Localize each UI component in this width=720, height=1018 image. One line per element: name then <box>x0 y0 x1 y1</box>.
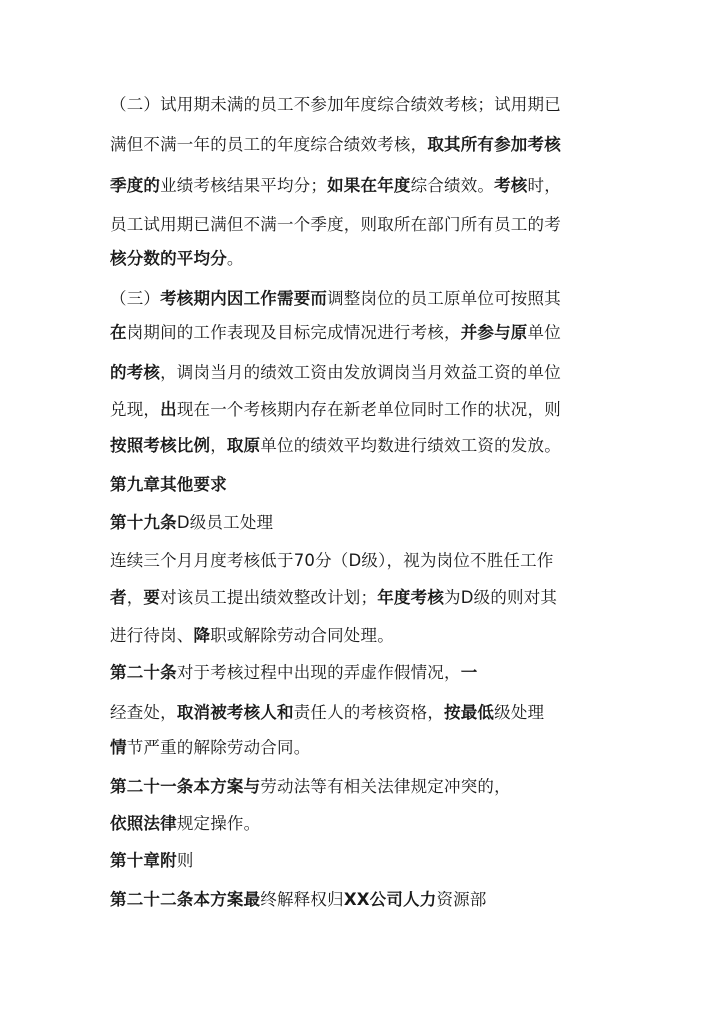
text-run: 业绩考核结果平均分； <box>160 176 328 195</box>
text-line <box>110 361 600 385</box>
text-run: 劳动法等有相关法律规定冲突的， <box>260 777 511 796</box>
bold-text-run: 考核期内因工作需要而 <box>160 289 328 308</box>
bold-text-run: 要 <box>143 588 161 607</box>
text-run: 综合绩效。 <box>410 176 495 195</box>
text-line <box>110 213 600 237</box>
bold-text-run: 并参与原 <box>460 323 528 342</box>
bold-text-run: 一 <box>460 663 478 682</box>
text-run: 员工试用期已满但不满一个季度，则取所在部门所有员工的考 <box>110 215 561 234</box>
article-heading <box>110 511 600 535</box>
text-line <box>110 549 600 573</box>
text-run: ， <box>126 588 144 607</box>
text-run: 资源部 <box>436 890 487 909</box>
text-run: 单位的绩效平均数进行绩效工资的发放。 <box>260 436 561 455</box>
bold-text-run: 取其所有参加考核 <box>427 135 561 154</box>
text-run: 。 <box>226 249 244 268</box>
text-run: 职或解除劳动合同处理。 <box>210 626 394 645</box>
article-heading <box>110 888 600 912</box>
text-run: 则 <box>176 851 194 870</box>
bold-text-run: 降 <box>193 626 211 645</box>
text-line <box>110 701 600 725</box>
text-run: 单位 <box>527 323 561 342</box>
text-line <box>110 624 600 648</box>
text-line <box>110 321 600 345</box>
bold-text-run: 情 <box>110 738 127 757</box>
text-run: （二）试用期未满的员工不参加年度综合绩效考核；试用期已 <box>110 95 561 114</box>
bold-text-run: 者 <box>110 588 127 607</box>
text-line <box>110 93 600 117</box>
bold-text-run: 第二十二条本方案最 <box>110 890 261 909</box>
text-run: D级员工处理 <box>176 513 274 532</box>
bold-text-run: 考核 <box>494 176 528 195</box>
text-run: ， <box>210 436 227 455</box>
text-run: 规定操作。 <box>176 814 261 833</box>
text-run: 进行待岗、 <box>110 626 194 645</box>
text-run: 调整岗位的员工原单位可按照其 <box>327 289 561 308</box>
text-line <box>110 398 600 422</box>
text-run: 兑现， <box>110 400 161 419</box>
text-line <box>110 434 600 458</box>
text-run: 连续三个月月度考核低于70分（D级），视为岗位不胜任工作 <box>110 551 554 570</box>
text-line <box>110 812 600 836</box>
text-run: 现在一个考核期内存在新老单位同时工作的状况，则 <box>176 400 561 419</box>
bold-text-run: 按照考核比例 <box>110 436 211 455</box>
text-line <box>110 133 600 157</box>
bold-text-run: 第二十一条本方案与 <box>110 777 261 796</box>
text-line <box>110 586 600 610</box>
text-line <box>110 736 600 760</box>
text-line <box>110 174 600 198</box>
text-line <box>110 661 600 685</box>
bold-text-run: 出 <box>160 400 177 419</box>
text-run: 岗期间的工作表现及目标完成情况进行考核， <box>126 323 461 342</box>
bold-text-run: 取原 <box>226 436 261 455</box>
text-run: 对于考核过程中出现的弄虚作假情况， <box>176 663 461 682</box>
bold-text-run: 依照法律 <box>110 814 177 833</box>
bold-text-run: 第二十条 <box>110 663 177 682</box>
text-run: 对该员工提出绩效整改计划； <box>160 588 378 607</box>
text-line <box>110 775 600 799</box>
text-run: 责任人的考核资格， <box>293 703 445 722</box>
text-run: 满但不满一年的员工的年度综合绩效考核， <box>110 135 428 154</box>
text-run: ，调岗当月的绩效工资由发放调岗当月效益工资的单位 <box>160 363 561 382</box>
bold-text-run: 在 <box>110 323 127 342</box>
bold-text-run: 第十章附 <box>110 851 177 870</box>
text-run: 为D级的则对其 <box>444 588 558 607</box>
chapter-heading <box>110 849 600 873</box>
bold-text-run: 年度考核 <box>377 588 445 607</box>
bold-text-run: XX公司人力 <box>343 890 437 909</box>
bold-text-run: 取消被考核人和 <box>176 703 294 722</box>
bold-text-run: 核分数的平均分 <box>110 249 227 268</box>
text-line <box>110 247 600 271</box>
bold-text-run: 如果在年度 <box>327 176 411 195</box>
bold-text-run: 第十九条 <box>110 513 177 532</box>
bold-text-run: 季度的 <box>110 176 161 195</box>
bold-text-run: 按最低 <box>444 703 495 722</box>
text-run: 时， <box>527 176 561 195</box>
text-run: （三） <box>110 289 161 308</box>
text-line <box>110 287 600 311</box>
text-run: 经查处， <box>110 703 177 722</box>
bold-text-run: 的考核 <box>110 363 161 382</box>
chapter-heading <box>110 473 600 497</box>
text-run: 节严重的解除劳动合同。 <box>126 738 311 757</box>
text-run: 终解释权归 <box>260 890 344 909</box>
bold-text-run: 第九章其他要求 <box>110 475 227 494</box>
text-run: 级处理 <box>494 703 545 722</box>
